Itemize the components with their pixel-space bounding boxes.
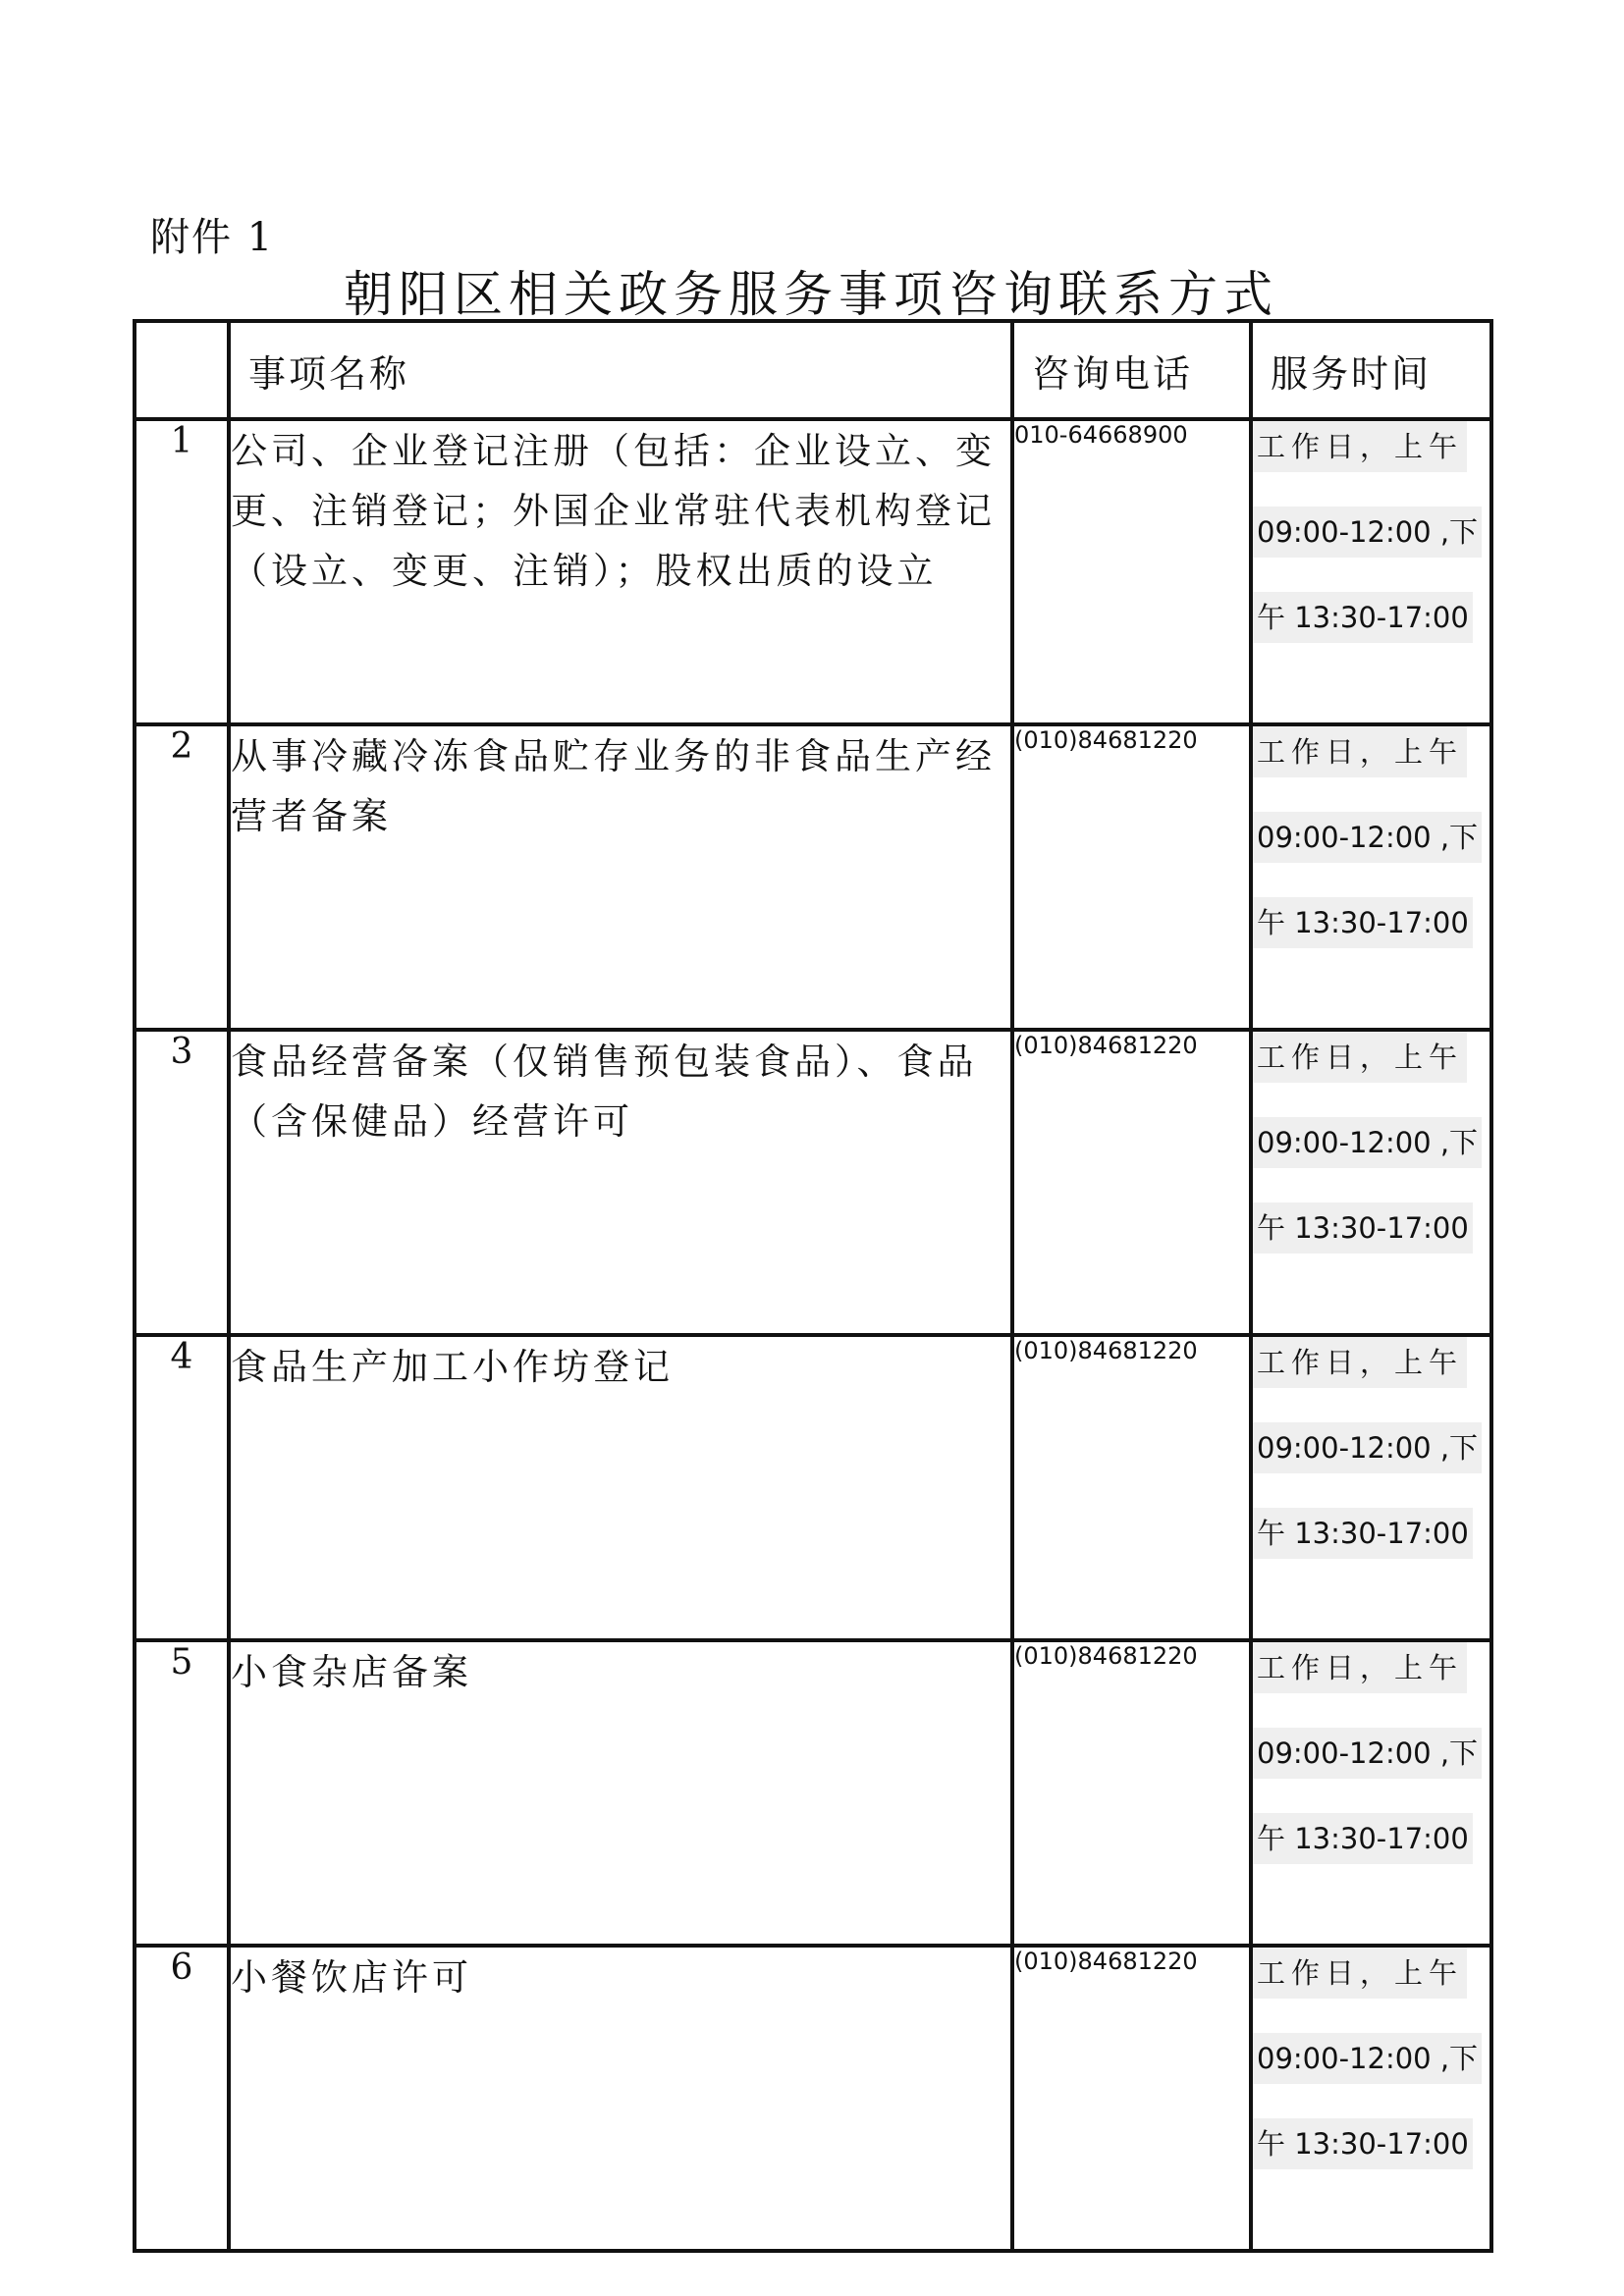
- time-line: 09:00-12:00 ,下: [1253, 507, 1482, 558]
- time-line: 午 13:30-17:00: [1253, 1813, 1473, 1864]
- row-index: 1: [135, 419, 229, 724]
- row-phone: 010-64668900: [1012, 419, 1251, 724]
- row-index: 4: [135, 1335, 229, 1640]
- row-phone: (010)84681220: [1012, 724, 1251, 1030]
- header-service-time: 服务时间: [1251, 321, 1491, 419]
- row-service-time: [1251, 1946, 1491, 2251]
- table-row: [135, 1946, 1491, 2251]
- contact-table: [133, 319, 1493, 2253]
- time-line: 09:00-12:00 ,下: [1253, 1728, 1482, 1779]
- row-item-name: 食品经营备案（仅销售预包装食品）、食品（含保健品）经营许可: [229, 1030, 1012, 1335]
- row-item-name: 从事冷藏冷冻食品贮存业务的非食品生产经营者备案: [229, 724, 1012, 1030]
- attachment-label: 附件 1: [150, 215, 275, 260]
- header-item-name: 事项名称: [229, 321, 1012, 419]
- row-phone: (010)84681220: [1012, 1640, 1251, 1946]
- row-item-name: 小餐饮店许可: [229, 1946, 1012, 2251]
- time-line: 午 13:30-17:00: [1253, 2118, 1473, 2169]
- row-item-name: 食品生产加工小作坊登记: [229, 1335, 1012, 1640]
- table-header-row: [135, 321, 1491, 419]
- row-service-time: [1251, 1030, 1491, 1335]
- time-line: 工作日，上午: [1253, 1642, 1467, 1693]
- time-line: 工作日，上午: [1253, 421, 1467, 472]
- row-phone: (010)84681220: [1012, 1335, 1251, 1640]
- row-phone: (010)84681220: [1012, 1030, 1251, 1335]
- time-line: 09:00-12:00 ,下: [1253, 2033, 1482, 2084]
- time-line: 09:00-12:00 ,下: [1253, 812, 1482, 863]
- row-service-time: [1251, 419, 1491, 724]
- header-index: [135, 321, 229, 419]
- time-line: 工作日，上午: [1253, 1032, 1467, 1083]
- row-service-time: [1251, 1640, 1491, 1946]
- time-line: 午 13:30-17:00: [1253, 1202, 1473, 1254]
- table-row: [135, 1335, 1491, 1640]
- table-row: [135, 1030, 1491, 1335]
- time-line: 工作日，上午: [1253, 1948, 1467, 1999]
- header-phone: 咨询电话: [1012, 321, 1251, 419]
- row-phone: (010)84681220: [1012, 1946, 1251, 2251]
- table-row: [135, 419, 1491, 724]
- row-item-name: 公司、企业登记注册（包括：企业设立、变更、注销登记；外国企业常驻代表机构登记（设立、变更、注销）；股权出质的设立: [229, 419, 1012, 724]
- row-index: 2: [135, 724, 229, 1030]
- table-row: [135, 724, 1491, 1030]
- row-service-time: [1251, 724, 1491, 1030]
- row-service-time: [1251, 1335, 1491, 1640]
- time-line: 午 13:30-17:00: [1253, 897, 1473, 948]
- time-line: 午 13:30-17:00: [1253, 1508, 1473, 1559]
- row-item-name: 小食杂店备案: [229, 1640, 1012, 1946]
- time-line: 工作日，上午: [1253, 1337, 1467, 1388]
- time-line: 09:00-12:00 ,下: [1253, 1422, 1482, 1473]
- time-line: 工作日，上午: [1253, 726, 1467, 777]
- table-row: [135, 1640, 1491, 1946]
- row-index: 6: [135, 1946, 229, 2251]
- time-line: 09:00-12:00 ,下: [1253, 1117, 1482, 1168]
- row-index: 3: [135, 1030, 229, 1335]
- page-title: 朝阳区相关政务服务事项咨询联系方式: [344, 266, 1278, 323]
- row-index: 5: [135, 1640, 229, 1946]
- time-line: 午 13:30-17:00: [1253, 592, 1473, 643]
